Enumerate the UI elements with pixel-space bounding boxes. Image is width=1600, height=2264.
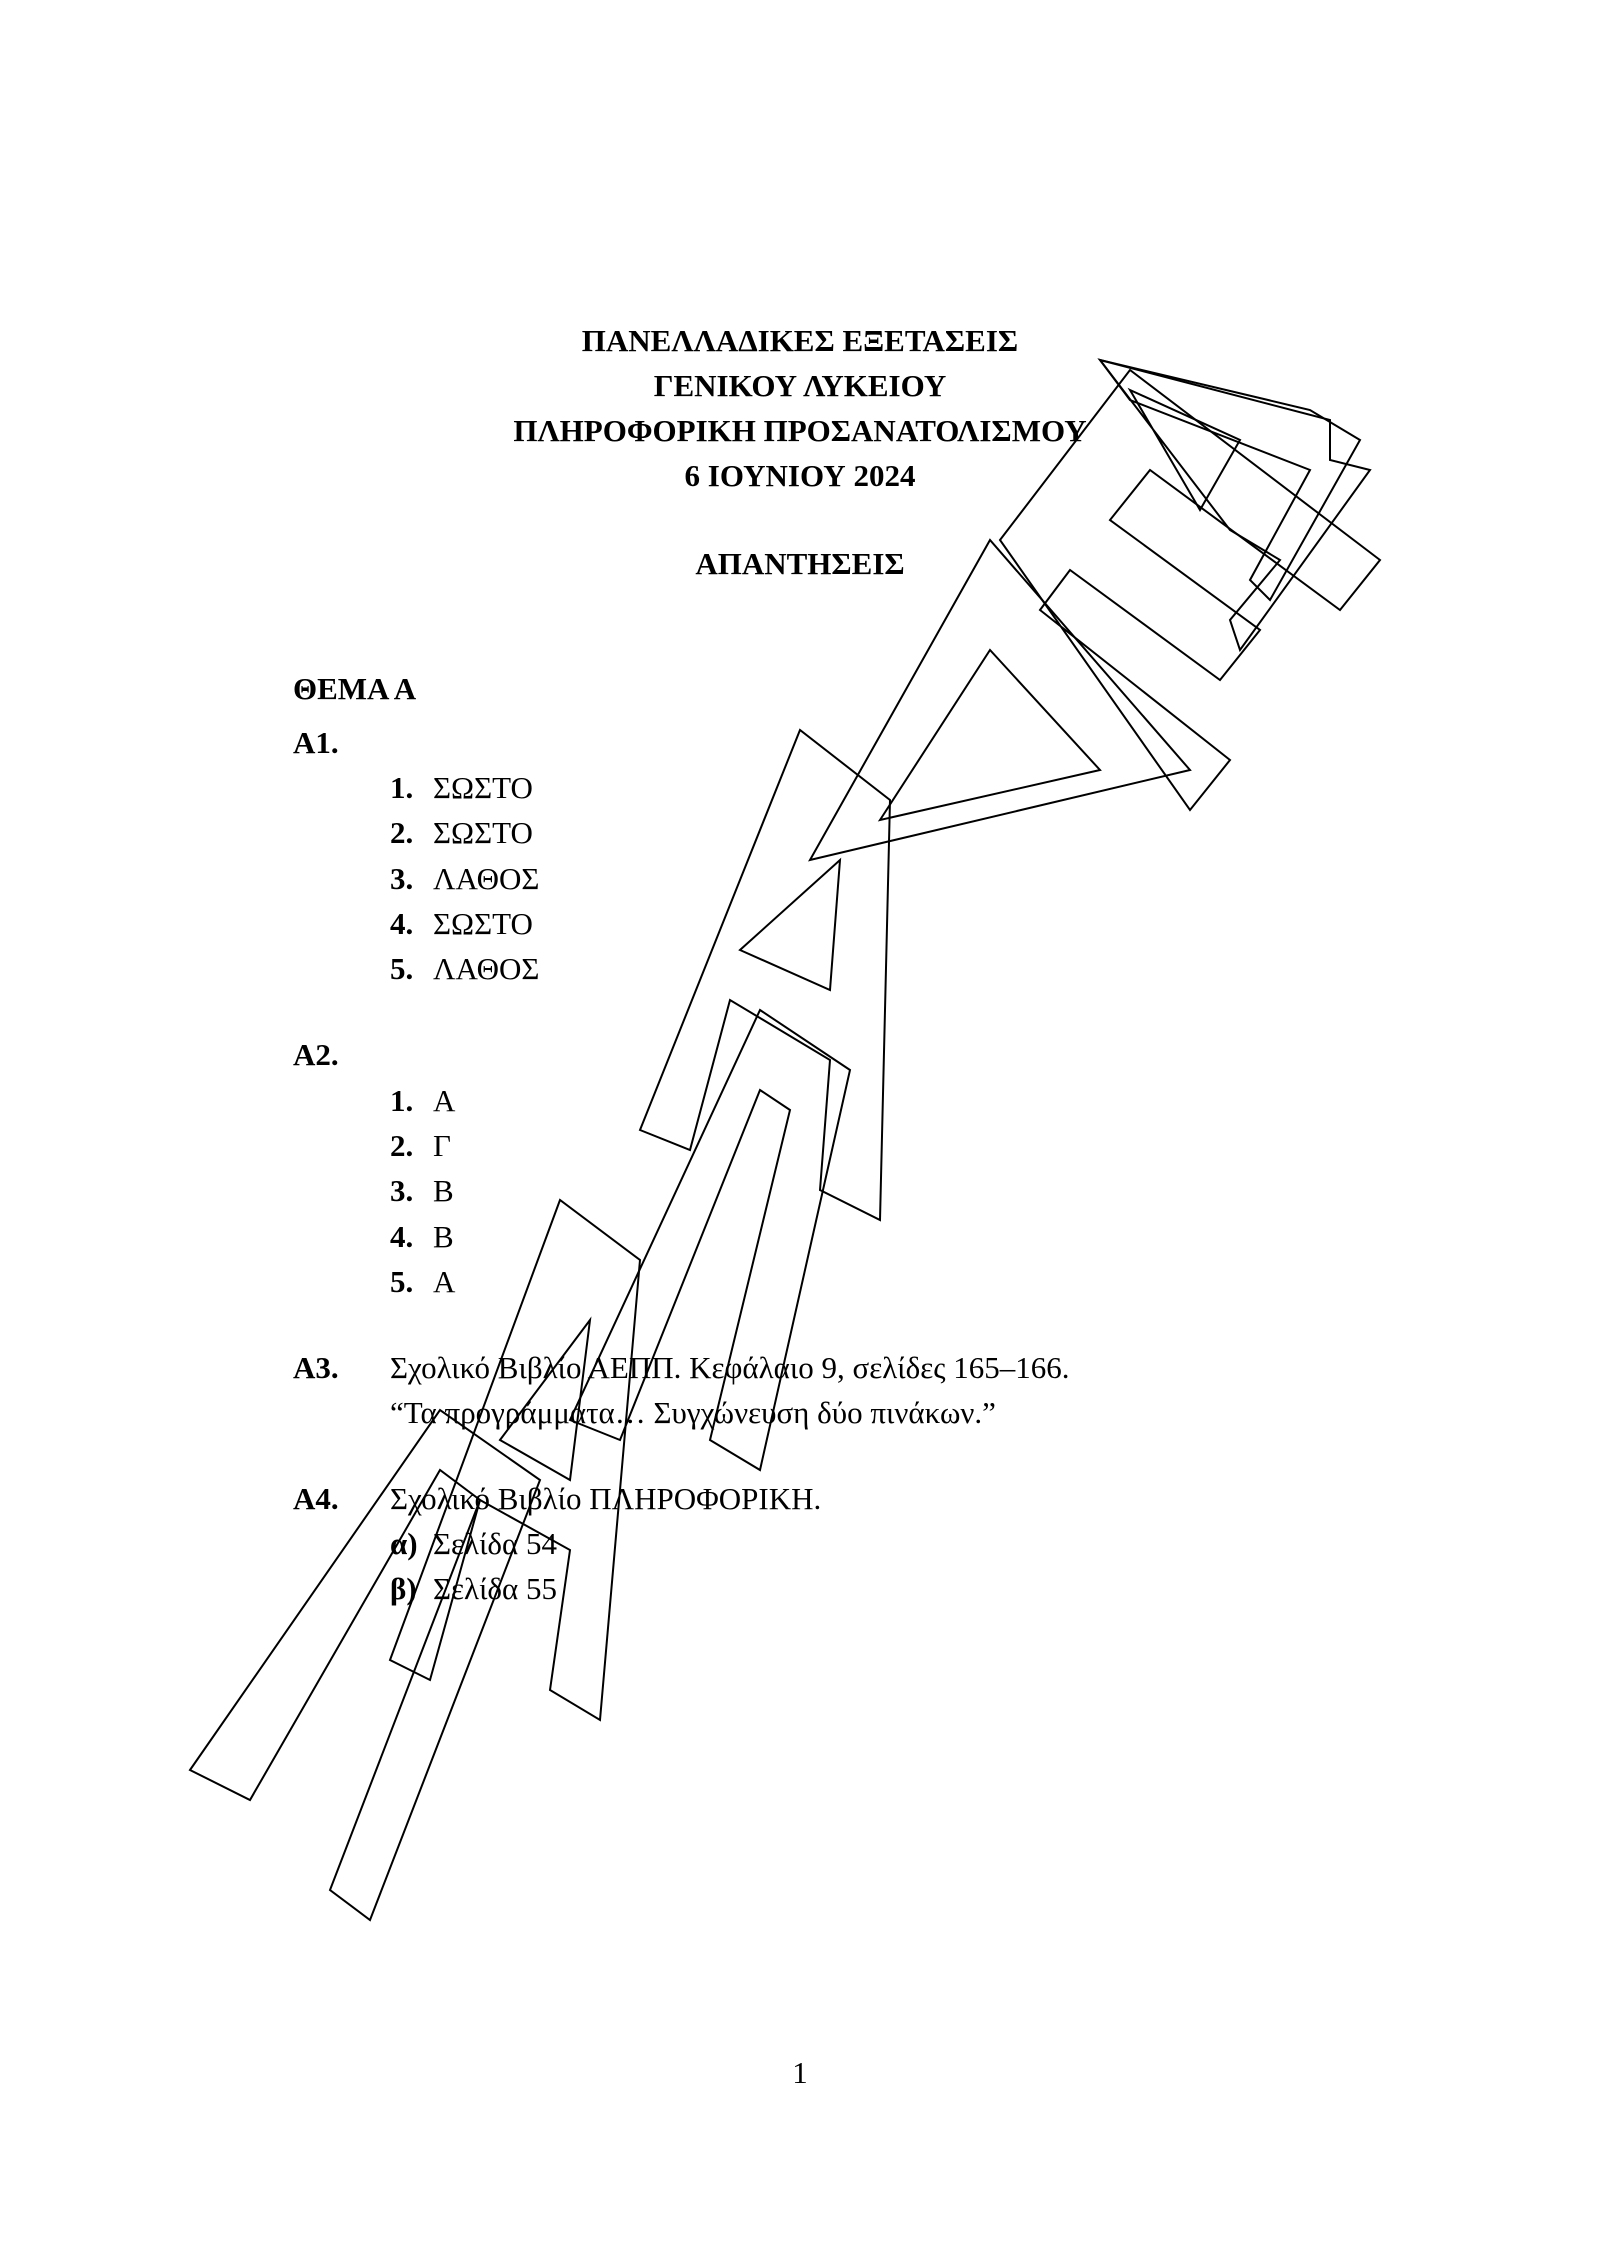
a1-item-1-number: 1. <box>390 770 414 805</box>
a2-item-1 <box>390 1078 455 1123</box>
a1-item-3-answer: ΛΑΘΟΣ <box>433 861 540 896</box>
a4-item-b <box>390 1566 557 1611</box>
a2-item-5-number: 5. <box>390 1264 414 1299</box>
question-a1-label: Α1. <box>293 725 339 760</box>
a2-item-4-answer: Β <box>433 1219 454 1254</box>
a1-item-4 <box>390 901 533 946</box>
a2-item-4 <box>390 1214 454 1259</box>
a1-item-1 <box>390 765 533 810</box>
a2-item-5 <box>390 1259 455 1304</box>
a3-reference-line-1: Σχολικό Βιβλίο ΑΕΠΠ. Κεφάλαιο 9, σελίδες 165–166. <box>390 1350 1070 1385</box>
watermark-letter-delta <box>810 540 1190 860</box>
a2-item-2 <box>390 1123 451 1168</box>
section-title: ΘΕΜΑ Α <box>293 671 417 706</box>
document-header <box>0 318 1600 498</box>
a1-item-4-number: 4. <box>390 906 414 941</box>
a1-item-2-number: 2. <box>390 815 414 850</box>
a2-item-3-answer: Β <box>433 1173 454 1208</box>
question-a4-label: Α4. <box>293 1481 339 1516</box>
header-line-4: 6 ΙΟΥΝΙΟΥ 2024 <box>684 458 916 493</box>
a1-item-3-number: 3. <box>390 861 414 896</box>
watermark-letter-alpha-2 <box>640 730 890 1220</box>
question-a2-label: Α2. <box>293 1037 339 1072</box>
a1-item-2 <box>390 810 533 855</box>
a1-item-5-number: 5. <box>390 951 414 986</box>
question-a3-label: Α3. <box>293 1350 339 1385</box>
a1-item-4-answer: ΣΩΣΤΟ <box>433 906 533 941</box>
header-line-1: ΠΑΝΕΛΛΑΔΙΚΕΣ ΕΞΕΤΑΣΕΙΣ <box>581 323 1019 358</box>
a1-item-5 <box>390 946 539 991</box>
header-line-3: ΠΛΗΡΟΦΟΡΙΚΗ ΠΡΟΣΑΝΑΤΟΛΙΣΜΟΥ <box>513 413 1087 448</box>
a3-reference-line-2: “Τα προγράμματα… Συγχώνευση δύο πινάκων.” <box>390 1395 996 1430</box>
a4-item-a-text: Σελίδα 54 <box>433 1526 558 1561</box>
a4-reference-line-1: Σχολικό Βιβλίο ΠΛΗΡΟΦΟΡΙΚΗ. <box>390 1481 822 1516</box>
a4-item-b-marker: β) <box>390 1571 417 1606</box>
a2-item-2-number: 2. <box>390 1128 414 1163</box>
header-line-2: ΓΕΝΙΚΟΥ ΛΥΚΕΙΟΥ <box>653 368 947 403</box>
page-number: 1 <box>792 2055 808 2090</box>
a2-item-4-number: 4. <box>390 1219 414 1254</box>
a2-item-5-answer: Α <box>433 1264 456 1299</box>
a1-item-5-answer: ΛΑΘΟΣ <box>433 951 540 986</box>
answers-heading: ΑΠΑΝΤΗΣΕΙΣ <box>695 546 905 581</box>
a4-item-a <box>390 1521 557 1566</box>
a1-item-1-answer: ΣΩΣΤΟ <box>433 770 533 805</box>
a4-item-b-text: Σελίδα 55 <box>433 1571 558 1606</box>
a1-item-3 <box>390 856 539 901</box>
a2-item-1-number: 1. <box>390 1083 414 1118</box>
a2-item-3-number: 3. <box>390 1173 414 1208</box>
a4-item-a-marker: α) <box>390 1526 418 1561</box>
a1-item-2-answer: ΣΩΣΤΟ <box>433 815 533 850</box>
a2-item-1-answer: Α <box>433 1083 456 1118</box>
a2-item-3 <box>390 1168 454 1213</box>
a2-item-2-answer: Γ <box>433 1128 451 1163</box>
